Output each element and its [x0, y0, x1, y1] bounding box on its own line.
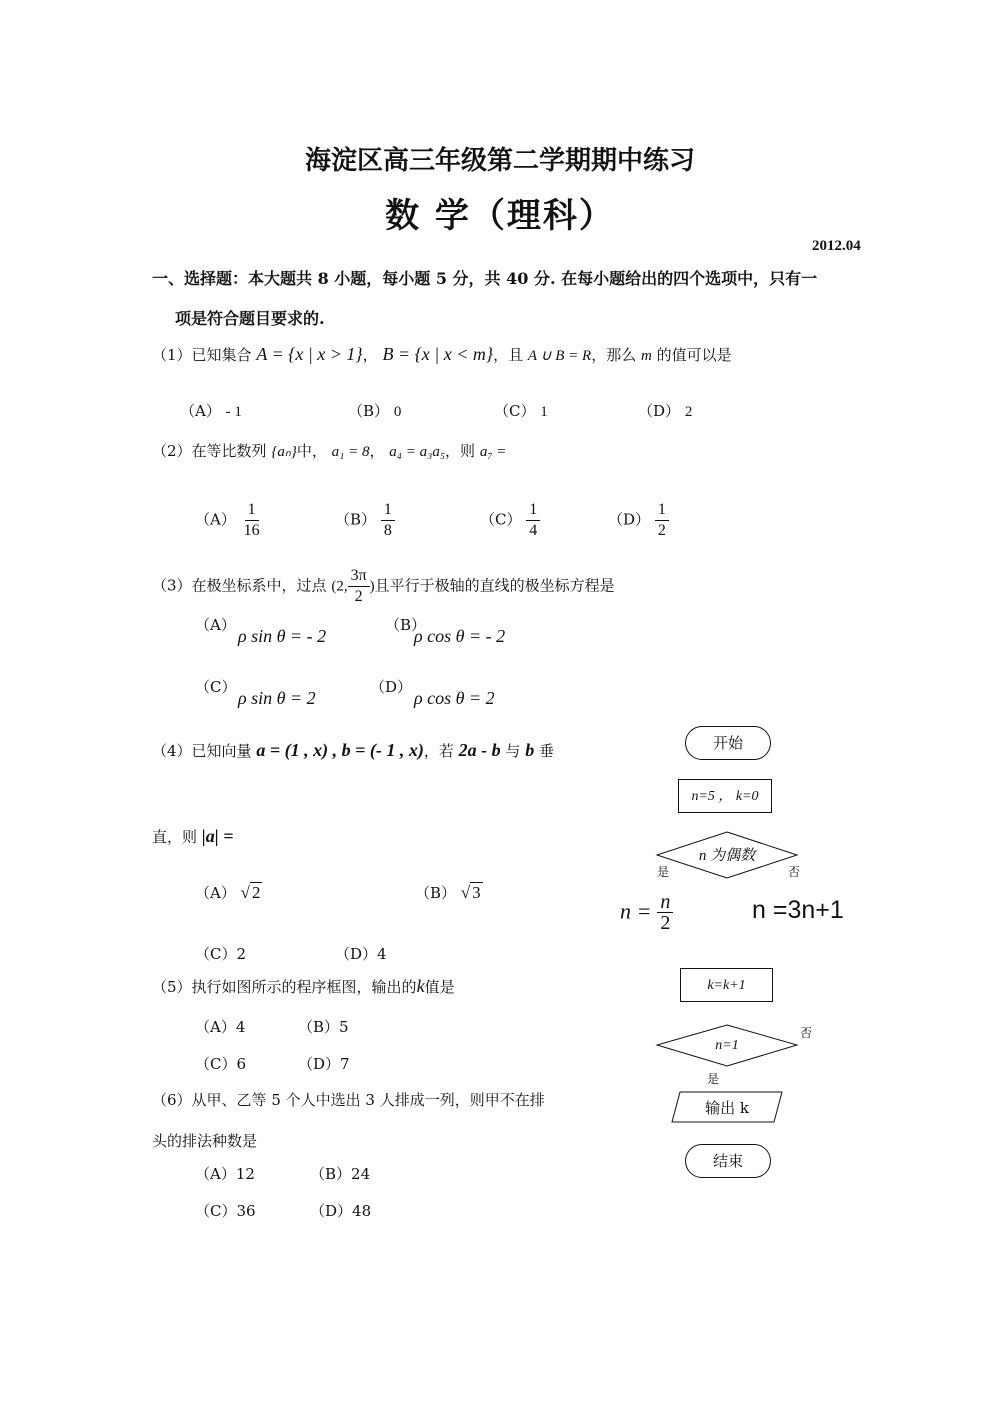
radicand: 3 [472, 883, 481, 902]
point-open: (2, [331, 578, 348, 595]
condition-2: a₄ = a₃a₅ [389, 444, 446, 460]
q3-option-b-value: ρ cos θ = - 2 [414, 626, 506, 646]
denominator: 4 [529, 522, 538, 539]
q6-option-a [195, 1163, 255, 1184]
q4-perp1: 垂 [538, 742, 554, 760]
option-label: （C） [195, 1055, 237, 1073]
q5-option-c [195, 1053, 246, 1074]
section-heading-line2: 项是符合题目要求的. [175, 309, 325, 328]
option-label: （A） [195, 1165, 236, 1183]
flow-end: 结束 [685, 1144, 771, 1178]
option-label: （D） [638, 402, 681, 420]
q1-prefix: 已知集合 [191, 346, 252, 364]
question-1 [152, 344, 732, 365]
flow-yes2: 是 [707, 1072, 720, 1086]
q6-option-c [195, 1200, 256, 1221]
var-m: m [640, 348, 652, 364]
option-label: （B） [348, 402, 390, 420]
question-number: （1） [152, 346, 192, 364]
option-label: （B） [298, 1018, 340, 1036]
q1-sep: ， [362, 346, 378, 364]
denominator: 2 [660, 912, 671, 934]
q2-option-c [480, 500, 540, 541]
option-value: 4 [377, 945, 387, 963]
q5-text-b: 值是 [424, 978, 455, 996]
question-4 [152, 740, 554, 761]
q4-line2 [152, 826, 233, 847]
q1-option-c [494, 400, 548, 421]
q2-ask: ，则 [445, 442, 476, 460]
flow-no1: 否 [788, 865, 801, 879]
exam-date: 2012.04 [812, 238, 861, 254]
option-value: 5 [339, 1018, 349, 1036]
var-k: k [416, 976, 425, 996]
denominator: 16 [243, 522, 260, 539]
flow-no2: 否 [800, 1026, 813, 1040]
page-subtitle: 数 学（理科） [385, 196, 615, 236]
q3-option-a-label: （A） [195, 616, 236, 634]
set-b: B = {x | x < m} [382, 344, 494, 364]
option-value: 4 [235, 1018, 246, 1036]
q1-suffix-b: 的值可以是 [656, 346, 732, 364]
q6-option-b [310, 1163, 370, 1184]
vector-expr: 2a - b [458, 740, 501, 760]
point-close: ) [369, 578, 375, 595]
q3-option-c-label: （C） [195, 678, 237, 696]
cond2-text: n=1 [715, 1038, 739, 1053]
flow-right-assign: n =3n+1 [752, 896, 844, 924]
q4-and: 与 [505, 742, 521, 760]
option-label: （C） [480, 510, 522, 529]
flow-start: 开始 [685, 726, 771, 760]
union-expr: A ∪ B = R [527, 348, 592, 364]
q2-mid: 中， [296, 442, 327, 460]
option-label: （C） [494, 402, 536, 420]
numerator: 1 [526, 500, 540, 521]
q2-option-a [195, 500, 263, 541]
flow-left-assign [620, 892, 673, 933]
page-title: 海淀区高三年级第二学期期中练习 [304, 146, 695, 176]
option-label: （A） [195, 884, 236, 902]
q1-mid: ，且 [493, 346, 524, 364]
q3-suffix: 且平行于极轴的直线的极坐标方程是 [374, 576, 615, 595]
option-value: 48 [352, 1202, 372, 1220]
q3-option-a-value: ρ sin θ = - 2 [238, 626, 327, 646]
q1-suffix-a: ，那么 [591, 346, 637, 364]
q3-prefix: 在极坐标系中，过点 [191, 576, 327, 595]
fraction [241, 500, 263, 541]
q4-option-b [415, 882, 483, 903]
point-fraction [348, 566, 370, 607]
question-6 [152, 1089, 545, 1110]
option-value: 1 [540, 404, 548, 420]
option-value: 24 [351, 1165, 371, 1183]
option-label: （B） [335, 510, 377, 529]
abs-a: |a| = [201, 826, 234, 846]
q4-perp2: 直，则 [152, 828, 198, 846]
numerator: 3π [348, 566, 370, 587]
q6-option-d [310, 1200, 371, 1221]
flow-yes1: 是 [657, 865, 670, 879]
flow-cond1 [657, 843, 797, 868]
q1-option-a [180, 400, 242, 421]
option-label: （C） [195, 945, 237, 963]
option-label: （A） [180, 402, 221, 420]
target-term: a₇ = [479, 444, 507, 460]
set-a: A = {x | x > 1} [256, 344, 363, 364]
vector-definitions: a = (1 , x) , b = (- 1 , x) [256, 740, 424, 760]
option-value: - 1 [225, 404, 242, 420]
flow-cond2 [657, 1033, 797, 1058]
q5-option-b [298, 1016, 349, 1037]
q2-option-d [608, 500, 669, 541]
denominator: 8 [383, 522, 392, 539]
question-number: （2） [152, 442, 192, 460]
left-var: n [620, 898, 631, 924]
cond1-text: n 为偶数 [698, 848, 756, 864]
flow-output [672, 1094, 782, 1122]
option-label: （B） [415, 884, 457, 902]
option-label: （B） [310, 1165, 352, 1183]
option-value: 7 [340, 1055, 350, 1073]
left-eq: = [638, 898, 651, 924]
question-5 [152, 976, 455, 997]
flow-init [678, 779, 772, 813]
output-text: 输出 k [705, 1099, 749, 1117]
q3-option-d-value: ρ cos θ = 2 [414, 688, 495, 708]
fraction [381, 500, 395, 541]
sequence: {aₙ} [271, 444, 297, 460]
q4-option-c [195, 943, 246, 964]
q3-option-d-label: （D） [370, 678, 413, 696]
option-label: （C） [195, 1202, 237, 1220]
init-text: n=5 ， k=0 [691, 789, 759, 804]
q4-option-a [195, 882, 262, 903]
question-number: （6） [152, 1091, 192, 1109]
incr-text: k=k+1 [707, 978, 746, 993]
option-label: （D） [310, 1202, 353, 1220]
numerator: 1 [381, 500, 395, 521]
option-label: （A） [195, 1018, 236, 1036]
denominator: 2 [354, 588, 363, 605]
option-label: （D） [608, 510, 651, 529]
question-3 [152, 566, 615, 607]
q4-mid: ，若 [423, 742, 454, 760]
q3-option-b-label: （B） [385, 616, 427, 634]
option-label: （D） [335, 945, 378, 963]
numerator: n [657, 892, 673, 913]
left-fraction [657, 892, 673, 933]
question-number: （3） [152, 576, 192, 595]
q5-option-a [195, 1016, 245, 1037]
option-value: 2 [684, 404, 693, 420]
option-value: 2 [236, 945, 247, 963]
q4-prefix: 已知向量 [191, 742, 252, 760]
q1-option-b [348, 400, 401, 421]
q5-text-a: 执行如图所示的程序框图，输出的 [191, 978, 417, 996]
question-number: （5） [152, 978, 192, 996]
q4-option-d [335, 943, 387, 964]
fraction [655, 500, 669, 541]
denominator: 2 [657, 522, 666, 539]
q6-line2: 头的排法种数是 [152, 1132, 258, 1150]
section-heading-line1: 一、选择题：本大题共 8 小题，每小题 5 分，共 40 分. 在每小题给出的四个选项中，只有一 [152, 269, 818, 288]
q2-sep: ， [369, 442, 385, 460]
question-number: （4） [152, 742, 192, 760]
option-value: 0 [393, 404, 402, 420]
numerator: 1 [655, 500, 669, 521]
q6-line1: 从甲、乙等 5 个人中选出 3 人排成一列，则甲不在排 [191, 1091, 545, 1109]
option-label: （A） [195, 510, 236, 529]
q5-option-d [298, 1053, 350, 1074]
q1-option-d [638, 400, 692, 421]
sqrt-expr: √ 2 [240, 883, 261, 902]
option-value: 36 [236, 1202, 256, 1220]
sqrt-expr: √ 3 [460, 883, 481, 902]
vector-b: b [525, 740, 535, 760]
option-value: 12 [235, 1165, 255, 1183]
flow-increment [680, 968, 773, 1002]
fraction [526, 500, 540, 541]
condition-1: a₁ = 8 [331, 444, 370, 460]
question-2 [152, 440, 506, 461]
q3-option-c-value: ρ sin θ = 2 [238, 688, 316, 708]
q2-option-b [335, 500, 395, 541]
option-label: （D） [298, 1055, 341, 1073]
numerator: 1 [245, 500, 259, 521]
q2-prefix: 在等比数列 [191, 442, 267, 460]
option-value: 6 [236, 1055, 247, 1073]
radicand: 2 [251, 883, 261, 902]
